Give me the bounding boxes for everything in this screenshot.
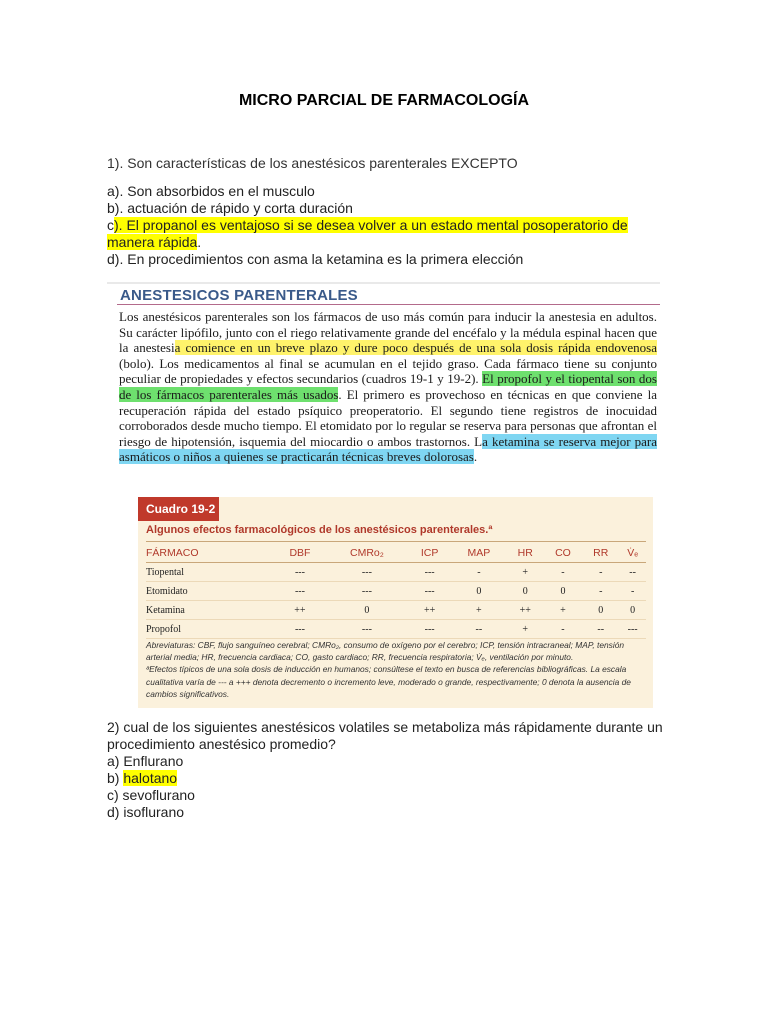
excerpt-body bbox=[119, 309, 657, 465]
table-cell: + bbox=[507, 620, 544, 639]
page-title: MICRO PARCIAL DE FARMACOLOGÍA bbox=[238, 92, 530, 109]
effects-table bbox=[146, 544, 646, 639]
table-cell: --- bbox=[274, 563, 325, 582]
table-cell: --- bbox=[408, 582, 451, 601]
option-b-highlight: halotano bbox=[123, 770, 178, 786]
table-tag: Cuadro 19-2 bbox=[138, 497, 219, 521]
table-header-cell: DBF bbox=[289, 547, 311, 559]
table-cell: --- bbox=[326, 582, 409, 601]
table-header-cell: RR bbox=[593, 547, 609, 559]
table-cell: --- bbox=[274, 582, 325, 601]
table-header-cell: CO bbox=[555, 547, 571, 559]
table-box bbox=[138, 497, 653, 708]
table-row bbox=[146, 601, 646, 620]
table-cell: Etomidato bbox=[146, 582, 274, 601]
excerpt-highlight-green: El propofol y el tiopental son dos de los fármacos parenterales más usados bbox=[119, 371, 657, 402]
table-cell: ++ bbox=[408, 601, 451, 620]
table-cell: -- bbox=[582, 620, 619, 639]
question-2-text: 2) cual de los siguientes anestésicos volatiles se metaboliza más rápidamente durante un procedimiento anestésico promedio? bbox=[107, 719, 663, 752]
excerpt-highlight-yellow: a comience en un breve plazo y dure poco después de una sola dosis rápida endovenosa bbox=[174, 340, 657, 356]
table-cell: --- bbox=[408, 563, 451, 582]
table-header-cell: HR bbox=[517, 547, 533, 559]
table-cell: ++ bbox=[274, 601, 325, 620]
excerpt-text-1: Los anestésicos parenterales son los fármacos de uso más común para inducir la anestesia en adultos. Su carácter lipófilo, junto con el riego relativamente grande del encéfalo y la médula espinal hacen que la anestesi bbox=[119, 309, 657, 356]
table-cell: - bbox=[582, 563, 619, 582]
excerpt-text-2: (bolo). Los medicamentos al final se acumulan en el tejido graso. Cada fármaco tiene su conjunto peculiar de propiedades y efectos secundarios (cuadros 19-1 y 19-2). bbox=[119, 355, 657, 387]
table-cell: -- bbox=[451, 620, 507, 639]
table-cell: + bbox=[544, 601, 582, 620]
option-b bbox=[107, 770, 667, 787]
table-top-rule bbox=[146, 541, 646, 542]
table-header-cell: MAP bbox=[467, 547, 491, 559]
table-header-cell: ICP bbox=[420, 547, 439, 559]
table-cell: 0 bbox=[451, 582, 507, 601]
table-cell: + bbox=[507, 563, 544, 582]
table-header-cell: FÁRMACO bbox=[146, 547, 199, 559]
excerpt-heading-rule bbox=[117, 304, 660, 305]
table-cell: + bbox=[451, 601, 507, 620]
table-cell: ++ bbox=[507, 601, 544, 620]
table-cell: --- bbox=[274, 620, 325, 639]
table-header-cell: V̇ₑ bbox=[627, 547, 639, 559]
table-header-row bbox=[146, 544, 646, 563]
option-a: a) Enflurano bbox=[107, 753, 184, 769]
table-row bbox=[146, 563, 646, 582]
table-cell: 0 bbox=[582, 601, 619, 620]
table-cell: Tiopental bbox=[146, 563, 274, 582]
excerpt-text-end: . bbox=[473, 449, 478, 465]
table-cell: --- bbox=[619, 620, 646, 639]
option-c: c) sevoflurano bbox=[107, 787, 195, 803]
table-row bbox=[146, 582, 646, 601]
table-cell: -- bbox=[619, 563, 646, 582]
table-cell: 0 bbox=[619, 601, 646, 620]
table-cell: - bbox=[544, 563, 582, 582]
option-c-letter: c bbox=[107, 217, 114, 233]
table-row bbox=[146, 620, 646, 639]
table-cell: --- bbox=[326, 620, 409, 639]
option-c bbox=[107, 217, 667, 251]
option-d: d) isoflurano bbox=[107, 804, 185, 820]
table-header-cell: CMRo₂ bbox=[350, 547, 384, 559]
question-1-options bbox=[107, 183, 667, 268]
excerpt-text-3-letter: L bbox=[474, 433, 483, 449]
table-footnote: ªEfectos típicos de una sola dosis de inducción en humanos; consúltese el texto en busca de referencias bibliográficas. La escala cualitativa varía de --- a +++ denota decremento o incremento leve, moderado o grande, respectivamente; 0 denota la ausencia de cambios significativos. bbox=[146, 664, 631, 699]
table-cell: Ketamina bbox=[146, 601, 274, 620]
option-a: a). Son absorbidos en el musculo bbox=[107, 183, 315, 199]
excerpt-heading: ANESTESICOS PARENTERALES bbox=[120, 287, 358, 304]
option-c-highlight: ). El propanol es ventajoso si se desea volver a un estado mental posoperatorio de manera rápida bbox=[107, 217, 628, 250]
option-d: d). En procedimientos con asma la ketamina es la primera elección bbox=[107, 251, 524, 267]
table-cell: --- bbox=[326, 563, 409, 582]
table-cell: - bbox=[619, 582, 646, 601]
question-1-text: 1). Son características de los anestésicos parenterales EXCEPTO bbox=[107, 155, 518, 171]
table-abbreviations: Abreviaturas: CBF, flujo sanguíneo cerebral; CMRo₂, consumo de oxígeno por el cerebro; ICP, tensión intracraneal; MAP, tensión arterial media; HR, frecuencia cardiaca; CO, gasto cardiaco; RR, frecuencia respiratoria; V̇ₑ, ventilación por minuto. bbox=[146, 640, 625, 663]
table-cell: - bbox=[451, 563, 507, 582]
table-cell: 0 bbox=[326, 601, 409, 620]
table-cell: - bbox=[582, 582, 619, 601]
option-b-letter: b) bbox=[107, 770, 124, 786]
option-c-period: . bbox=[197, 234, 202, 250]
book-excerpt bbox=[107, 282, 660, 468]
table-caption: Algunos efectos farmacológicos de los anestésicos parenterales.ª bbox=[146, 524, 493, 536]
table-cell: --- bbox=[408, 620, 451, 639]
option-b: b). actuación de rápido y corta duración bbox=[107, 200, 353, 216]
excerpt-highlight-blue: a ketamina se reserva mejor para asmáticos o niños a quienes se practicarán técnicas breves dolorosas bbox=[119, 433, 657, 465]
excerpt-text-3: . El primero es provechoso en técnicas en que conviene la recuperación rápida del estado psíquico preoperatorio. El segundo tiene registros de inocuidad corroborados desde mucho tiempo. El etomidato por lo regular se reserva para personas que afrontan el riesgo de hipotensión, isquemia del miocardio o ambos trastornos. bbox=[119, 386, 657, 449]
table-notes bbox=[146, 639, 646, 700]
table-cell: 0 bbox=[544, 582, 582, 601]
table-cell: - bbox=[544, 620, 582, 639]
table-cell: 0 bbox=[507, 582, 544, 601]
table-cell: Propofol bbox=[146, 620, 274, 639]
question-2 bbox=[107, 719, 667, 821]
excerpt-top-line bbox=[107, 282, 660, 284]
